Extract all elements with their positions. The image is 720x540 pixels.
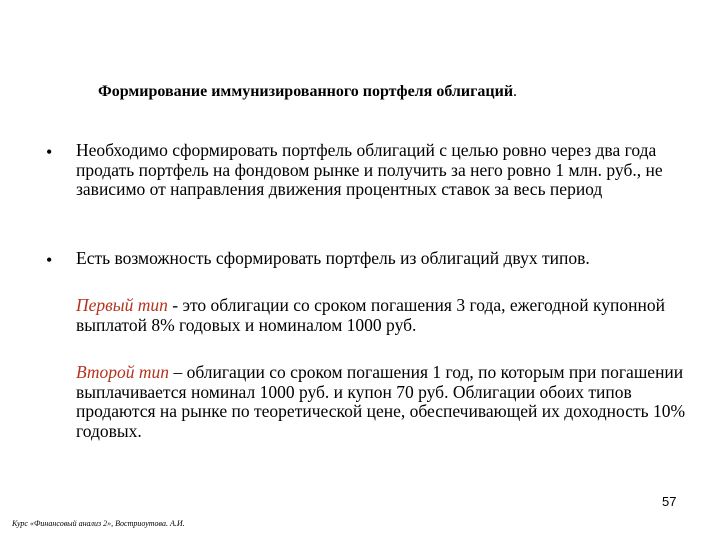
bond-type-2-name: Второй тип: [76, 362, 170, 382]
bond-type-2-text: – облигации со сроком погашения 1 год, по которым при погашении выплачивается номинал 1000 руб. и купон 70 руб. Облигации обоих типов продаются на рынке по теоретической цене, обеспечивающей их доходность 10% годовых.: [76, 362, 686, 441]
slide-title: [98, 83, 517, 101]
bond-type-2-paragraph: [76, 363, 694, 441]
slide-title-text: Формирование иммунизированного портфеля облигаций: [98, 83, 514, 100]
bullet-text-1: Необходимо сформировать портфель облигаций с целью ровно через два года продать портфель на фондовом рынке и получить за него ровно 1 млн. руб., не зависимо от направления движения процентных ставок за весь период: [76, 140, 663, 199]
page-number: 57: [662, 494, 677, 509]
bond-type-1-text: - это облигации со сроком погашения 3 года, ежегодной купонной выплатой 8% годовых и номиналом 1000 руб.: [76, 295, 665, 335]
slide-title-dot: .: [513, 83, 518, 100]
footer-course-credit: Курс «Финансовый анализ 2», Востриоутова. А.И.: [12, 519, 185, 528]
bond-type-1-name: Первый тип: [76, 295, 168, 315]
bullet-text-2: Есть возможность сформировать портфель из облигаций двух типов.: [76, 248, 590, 268]
bullet-marker-2: •: [46, 250, 53, 270]
bullet-marker-1: •: [46, 142, 53, 162]
bond-type-1-paragraph: [76, 296, 691, 335]
